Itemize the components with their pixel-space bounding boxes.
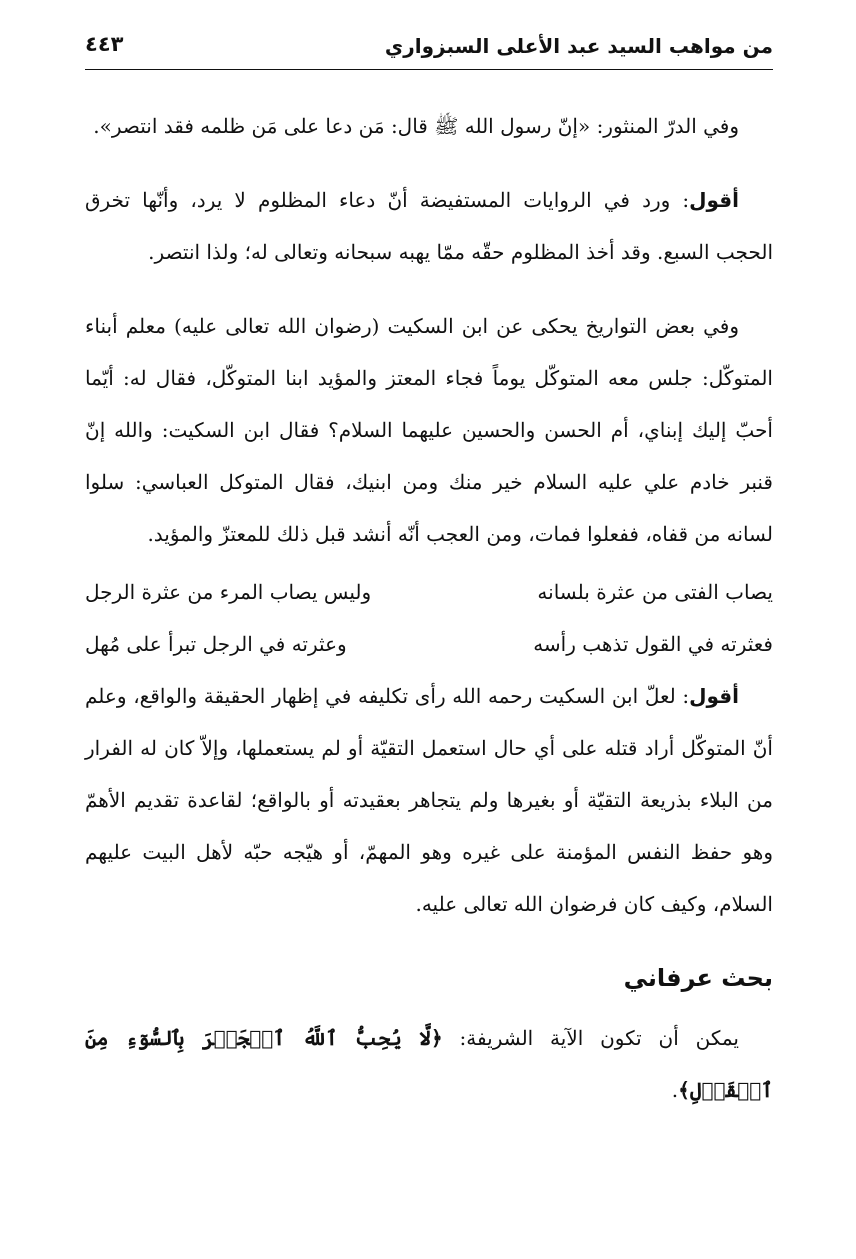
keyword-aqul: أقول — [689, 684, 739, 708]
paragraph-text: . — [671, 1078, 679, 1102]
poem-verse-1 — [85, 566, 773, 618]
paragraph-aqul-2 — [85, 670, 773, 930]
paragraph-durr-manthur: وفي الدرّ المنثور: «إنّ رسول الله ﷺ قال: مَن دعا على مَن ظلمه فقد انتصر». — [93, 114, 739, 138]
paragraph-aqul-1 — [85, 174, 773, 278]
verse-hemistich: وعثرته في الرجل تبرأ على مُهل — [85, 632, 347, 656]
section-heading: بحث عرفاني — [623, 964, 773, 992]
paragraph-text: : ورد في الروايات المستفيضة أنّ دعاء المظلوم لا يرد، وأنّها تخرق الحجب السبع. وقد أخذ المظلوم حقّه ممّا يهبه سبحانه وتعالى له؛ ولذا انتصر. — [85, 188, 773, 264]
paragraph-text: : لعلّ ابن السكيت رحمه الله رأى تكليفه في إظهار الحقيقة والواقع، وعلم أنّ المتوكّل أراد قتله على أي حال استعمل التقيّة أو لم يستعملها، وإلاّ كان له الفرار من البلاء بذريعة التقيّة أو بغيرها ولم يتجاهر بعقيدته أو بالواقع؛ لقاعدة تقديم الأهمّ وهو حفظ النفس المؤمنة على غيره وهو المهمّ، أو هيّجه حبّه لأهل البيت عليهم السلام، وكيف كان فرضوان الله تعالى عليه. — [85, 684, 773, 916]
running-header — [85, 28, 773, 70]
verse-hemistich: فعثرته في القول تذهب رأسه — [533, 632, 773, 656]
verse-hemistich: وليس يصاب المرء من عثرة الرجل — [85, 580, 372, 604]
page-number: ٤٤٣ — [85, 32, 124, 56]
verse-hemistich: يصاب الفتى من عثرة بلسانه — [537, 580, 773, 604]
keyword-aqul: أقول — [689, 188, 739, 212]
paragraph-ibn-sikkit-story: وفي بعض التواريخ يحكى عن ابن السكيت (رضوان الله تعالى عليه) معلم أبناء المتوكّل: جلس معه المتوكّل يوماً فجاء المعتز والمؤيد ابنا المتوكّل، فقال له: أيّما أحبّ إليك إبناي، أم الحسن والحسين عليهما السلام؟ فقال ابن السكيت: والله إنّ قنبر خادم علي عليه السلام خير منك ومن ابنيك، فقال المتوكل العباسي: سلوا لسانه من قفاه، ففعلوا فمات، ومن العجب أنّه أنشد قبل ذلك للمعتزّ والمؤيد. — [85, 314, 773, 546]
quran-verse: ﴿لَّا يُحِبُّ ٱللَّهُ ٱلۡجَهۡرَ بِٱلسُّوٓءِ مِنَ ٱلۡقَوۡلِ﴾ — [85, 1026, 773, 1102]
poem-verse-2 — [85, 618, 773, 670]
paragraph-irfani — [85, 1012, 773, 1116]
page-body — [85, 100, 773, 1116]
header-title: من مواهب السيد عبد الأعلى السبزواري — [384, 34, 773, 58]
header-rule — [85, 69, 773, 70]
paragraph-text: يمكن أن تكون الآية الشريفة: — [442, 1026, 739, 1050]
